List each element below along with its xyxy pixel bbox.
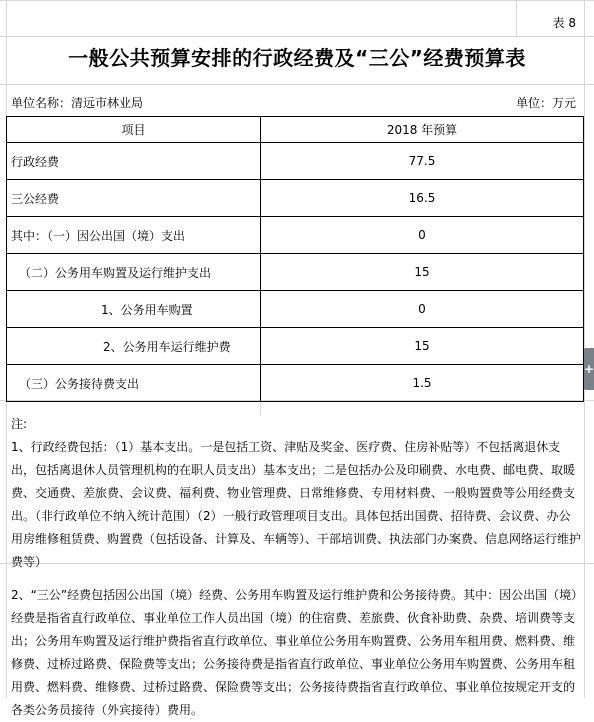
row-value[interactable]: 0 xyxy=(418,302,426,316)
row-value[interactable]: 0 xyxy=(418,228,426,242)
row-label[interactable]: 行政经费 xyxy=(7,143,261,179)
row-value[interactable]: 15 xyxy=(414,339,430,353)
table-row xyxy=(7,216,583,253)
budget-table xyxy=(6,116,584,402)
table-header-row xyxy=(7,117,583,142)
row-label[interactable]: （二）公务用车购置及运行维护支出 xyxy=(7,254,261,290)
row-value[interactable]: 1.5 xyxy=(412,376,432,390)
note-paragraph-1[interactable]: 1、行政经费包括：（1）基本支出。一是包括工资、津贴及奖金、医疗费、住房补贴等）不包括离退休支出，包括离退休人员管理机构的在职人员支出）基本支出；二是包括办公及印刷费、水电费、邮电费、取暖费、交通费、差旅费、会议费、福利费、物业管理费、日常维修费、专用材料费、一般购置费等公用经费支出。（非行政单位不纳入统计范围）（2）一般行政管理项目支出。具体包括出国费、招待费、会议费、办公用房维修租赁费、购置费（包括设备、计算及、车辆等）、干部培训费、执法部门办案费、信息网络运行维护费等） xyxy=(11,440,582,569)
gridline xyxy=(0,36,594,37)
currency-unit-label: 单位：万元 xyxy=(515,96,576,110)
column-header-item[interactable]: 项目 xyxy=(7,117,261,142)
page-title: 一般公共预算安排的行政经费及“三公”经费预算表 xyxy=(68,46,526,70)
table-row xyxy=(7,327,583,364)
table-row xyxy=(7,179,583,216)
table-number: 表 8 xyxy=(552,16,576,30)
row-value[interactable]: 16.5 xyxy=(408,191,436,205)
expand-handle-icon[interactable]: + xyxy=(584,348,594,390)
table-row xyxy=(7,253,583,290)
gridline xyxy=(0,84,594,85)
gridline xyxy=(516,0,517,36)
row-label[interactable]: 其中：（一）因公出国（境）支出 xyxy=(7,217,261,253)
row-value[interactable]: 77.5 xyxy=(408,154,436,168)
gridline xyxy=(0,0,594,1)
notes-label[interactable]: 注: xyxy=(11,417,28,431)
row-label[interactable]: （三）公务接待费支出 xyxy=(7,365,261,401)
row-value[interactable]: 15 xyxy=(414,265,430,279)
column-header-budget[interactable]: 2018 年预算 xyxy=(386,123,458,137)
table-row xyxy=(7,290,583,327)
note-paragraph-2[interactable]: 2、“三公”经费包括因公出国（境）经费、公务用车购置及运行维护费和公务接待费。其中：因公出国（境）经费是指省直行政单位、事业单位工作人员出国（境）的住宿费、差旅费、伙食补助费、杂费、培训费等支出；公务用车购置及运行维护费指省直行政单位、事业单位公务用车购置费、公务用车租用费、燃料费、维修费、过桥过路费、保险费等支出；公务接待费是指省直行政单位、事业单位公务用车购置费、公务用车租用费、燃料费、维修费、过桥过路费、保险费等支出；公务接待费指省直行政单位、事业单位按规定开支的各类公务员接待（外宾接待）费用。 xyxy=(11,588,578,717)
row-label[interactable]: 2、公务用车运行维护费 xyxy=(7,328,261,364)
row-label[interactable]: 三公经费 xyxy=(7,180,261,216)
table-row xyxy=(7,142,583,179)
notes-section xyxy=(11,413,581,722)
row-label[interactable]: 1、公务用车购置 xyxy=(7,291,261,327)
unit-name-label: 单位名称：清远市林业局 xyxy=(11,96,144,110)
table-row xyxy=(7,364,583,401)
